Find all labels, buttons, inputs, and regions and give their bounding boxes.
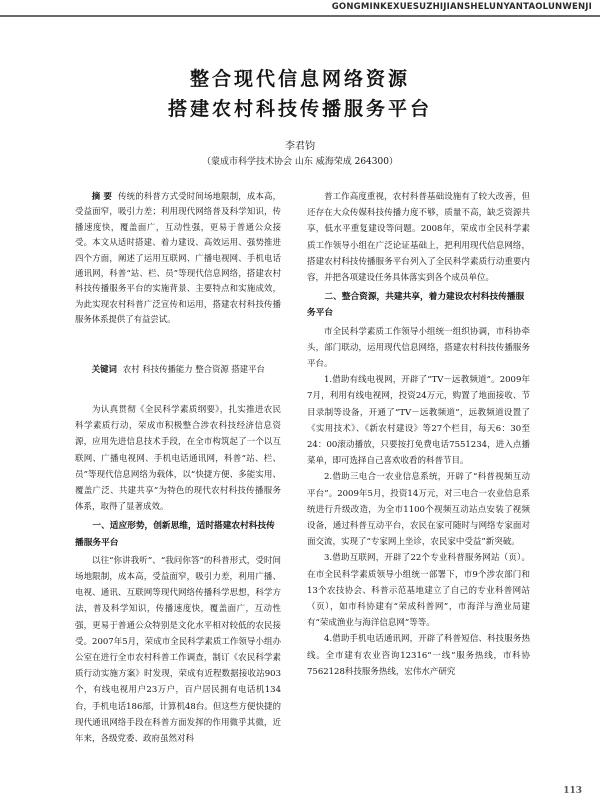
keywords-text: 农村 科技传播能力 整合资源 搭建平台 [122, 364, 265, 374]
abstract-label: 摘 要 [91, 191, 113, 201]
section-heading-1: 一、适应形势，创新思维，适时搭建农村科技传播服务平台 [75, 521, 275, 548]
page-number: 113 [563, 786, 582, 796]
affiliation: （蒙成市科学技术协会 山东 威海荣成 264300） [202, 157, 398, 167]
section-2-intro: 市全民科学素质工作领导小组统一组织协调，市科协牵头，部门联动，运用现代信息网络，搭建农村科技传播服务平台。 [307, 326, 530, 370]
section-1-paragraph: 以往“你讲我听”、“我问你答”的科普形式，受时间场地限制，成本高，受益面窄，吸引力差，利用广播、电视、通讯、互联网等现代网络传播科学思想，科学方法，普及科学知识，传播速度快，覆盖面广，互动性强，更易于普通公众特别是文化水平相对较低的农民接受。2007年5月，荣成市全民科学素质工作领导小组办公室在进行全市农村科普工作调查，制订《农民科学素质行动实施方案》时发现，荣成有近程数据接收站903个，有线电视用户23万户，百户居民拥有电话机134台，手机电话186部，计算机48台。但这些方便快捷的现代通讯网络手段在科普方面发挥的作用微乎其微，近年来，各级党委、政府虽然对科 [75, 555, 281, 745]
running-head: GONGMINKEXUESUZHIJIANSHELUNYANTAOLUNWENJI [331, 2, 592, 12]
keywords [75, 361, 281, 377]
author: 李君钧 [285, 141, 315, 152]
item-4-paragraph: 4.借助手机电话通讯网，开辟了科普短信、科技服务热线。全市建有农业咨询12316“一线”服务热线，市科协7562128科技服务热线，宏伟水产研究 [307, 634, 530, 677]
item-2-paragraph: 2.借助三电合一农业信息系统，开辟了“科普视频互动平台”。2009年5月，投资14万元，对三电合一农业信息系统进行升级改造，为全市1100个视频互动站点安装了视频设备，通过科普互动平台，农民在家可随时与网络专家面对面交流，实现了“专家网上坐诊，农民家中受益”新突破。 [307, 472, 530, 548]
header-rule [0, 15, 600, 17]
title-line-2: 搭建农村科技传播服务平台 [167, 98, 432, 120]
intro-paragraph: 为认真贯彻《全民科学素质纲要》，扎实推进农民科学素质行动，荣成市积极整合涉农科技经济信息资源，应用先进信息技术手段，在全市构筑起了一个以互联网、广播电视网、手机电话通讯网，科普“站、栏、员”等现代信息网络为载体，以“快捷方便、多能实用、覆盖广泛、共建共享”为特色的现代农村科技传播服务体系，取得了显著成效。 [75, 405, 281, 513]
right-column [307, 189, 530, 680]
left-column [75, 402, 281, 747]
continued-paragraph: 普工作高度重视，农村科普基础设施有了较大改善，但还存在大众传媒科技传播力度不够，质量不高，缺乏资源共享，低水平重复建设等问题。2008年，荣成市全民科学素质工作领导小组在广泛论证基础上，把利用现代信息网络，搭建农村科技传播服务平台列入了全民科学素质行动重要内容，并把各项建设任务具体落实到各个成员单位。 [307, 192, 530, 284]
section-heading-2: 二、整合资源，共建共享，着力建设农村科技传播服务平台 [307, 292, 525, 319]
title-line-1: 整合现代信息网络资源 [189, 68, 410, 90]
item-1-paragraph: 1.借助有线电视网，开辟了“TV－远教频道”。2009年7月，利用有线电视网，投资24万元，购置了地面接收、节目录制等设备，开通了“TV－远教频道”，远教频道设置了《实用技术》、《新农村建设》等27个栏目，每天6：30至24：00滚动播放，只要按打免费电话7551234，进入点播菜单，即可选择自己喜欢收看的科普节目。 [307, 375, 530, 467]
abstract [75, 189, 281, 328]
abstract-text: 传统的科普方式受时间场地限制，成本高，受益面窄，吸引力差；利用现代网络普及科学知识，传播速度快，覆盖面广，互动性强，更易于普通公众接受。本文从适时搭建、着力建设、高效运用、强势推进四个方面，阐述了运用互联网、广播电视网、手机电话通讯网，科普“站、栏、员”等现代信息网络，搭建农村科技传播服务平台的实施背景、主要特点和实施成效，为此实现农村科普广泛宣传和运用，搭建农村科技传播服务体系提供了有益尝试。 [75, 191, 281, 325]
keywords-label: 关键词 [91, 364, 117, 374]
item-3-paragraph: 3.借助互联网，开辟了22个专业科普服务网站（页）。在市全民科学素质领导小组统一部署下，市9个涉农部门和13个农技协会、科普示范基地建立了自己的专业科普网站（页），如市科协建有“荣成科普网”，市海洋与渔业局建有“荣成渔业与海洋信息网”等等。 [307, 553, 530, 629]
